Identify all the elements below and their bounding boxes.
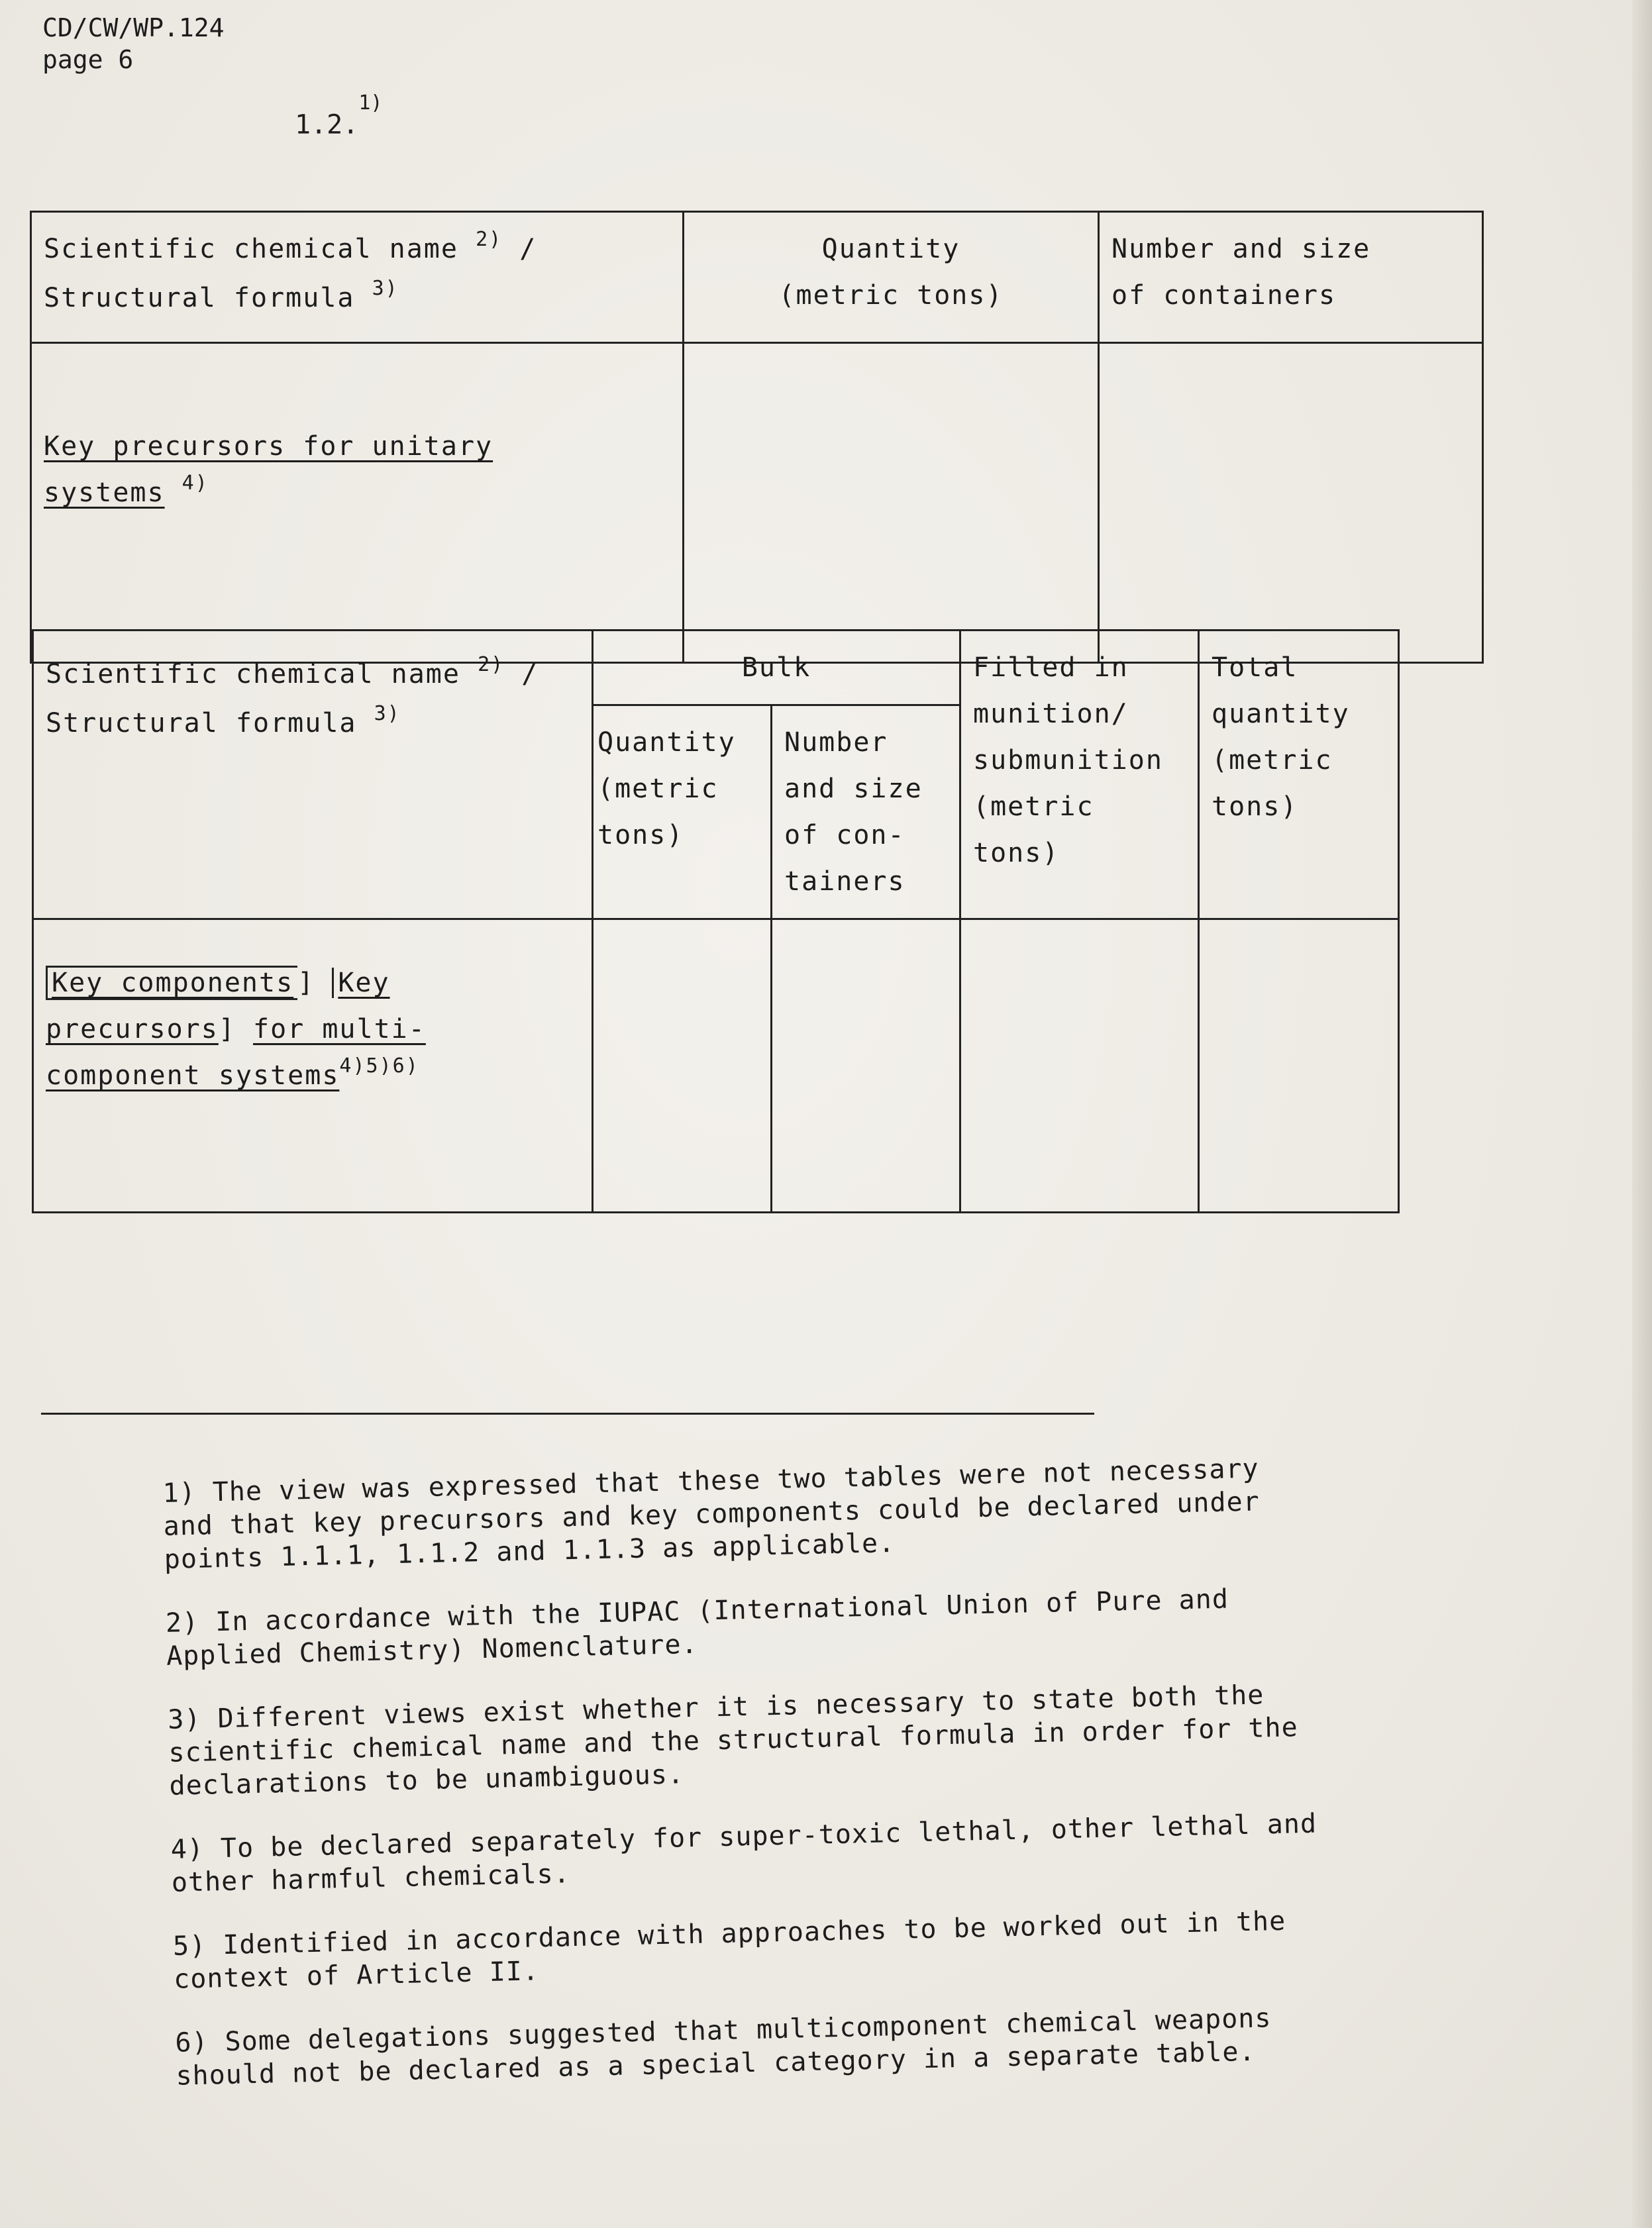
slash: / [521, 659, 539, 689]
bracket: ] [297, 968, 315, 998]
unitary-precursors-table [30, 211, 1484, 664]
header-text: Scientific chemical name [44, 234, 458, 264]
header-text: Number and size [1111, 234, 1371, 264]
footnote-ref: 4)5)6) [339, 1054, 419, 1078]
cell-bulk-quantity [593, 919, 772, 1213]
header-text: tons) [1212, 791, 1298, 822]
header-text: munition/ [973, 699, 1129, 729]
row-label [33, 919, 593, 1213]
page-number: page 6 [42, 45, 134, 74]
header-text: tons) [597, 820, 684, 850]
document-reference: CD/CW/WP.124 [42, 13, 225, 42]
header-text: Filled in [973, 652, 1129, 683]
footnote-ref: 2) [476, 228, 503, 251]
footnote-ref: 3) [374, 702, 401, 725]
header-text: (metric [597, 774, 719, 804]
row-label-part: Key components [46, 966, 297, 1000]
header-filled-in-munition [960, 631, 1199, 919]
header-text: Number [784, 727, 888, 758]
cell-filled-in-munition [960, 919, 1199, 1213]
bracket: ] [218, 1014, 236, 1044]
header-text: Structural formula [46, 708, 357, 738]
header-text: (metric tons) [778, 280, 1004, 311]
cell-bulk-containers [772, 919, 960, 1213]
footnote-3: 3) Different views exist whether it is necessary to state both the scientific chemical name and the structural formula in order for the declarations to be unambiguous. [167, 1680, 1299, 1801]
header-text: submunition [973, 745, 1163, 776]
table-header-row [33, 631, 1399, 705]
row-label-part: precursors [46, 1014, 219, 1044]
header-containers [1099, 212, 1483, 343]
row-label-line: systems [44, 478, 165, 508]
multicomponent-table [32, 629, 1400, 1213]
header-text: tons) [973, 838, 1060, 868]
header-text: of containers [1111, 280, 1337, 311]
header-chemical-name [33, 631, 593, 919]
footnote-4: 4) To be declared separately for super-toxic lethal, other lethal and other harmful chemicals. [170, 1808, 1317, 1898]
header-text: (metric [973, 791, 1094, 822]
header-text: and size [784, 774, 923, 804]
row-label-part: for multi- [253, 1014, 426, 1044]
footnote-5: 5) Identified in accordance with approaches to be worked out in the context of Article II. [172, 1905, 1286, 1995]
cell-total-quantity [1199, 919, 1399, 1213]
table-row [33, 919, 1399, 1213]
page-edge-shadow [1632, 0, 1652, 2228]
header-text: of con- [784, 820, 905, 850]
footnote-1: 1) The view was expressed that these two tables were not necessary and that key precursors and key components could be declared under points 1.1.1, 1.1.2 and 1.1.3 as applicable. [162, 1453, 1261, 1575]
header-text: Quantity [821, 234, 960, 264]
header-bulk-quantity [593, 705, 772, 919]
header-bulk-containers [772, 705, 960, 919]
table-header-row [31, 212, 1483, 343]
footnote-6: 6) Some delegations suggested that multicomponent chemical weapons should not be declared as a special category in a separate table. [174, 2003, 1272, 2092]
header-quantity [684, 212, 1099, 343]
header-chemical-name [31, 212, 684, 343]
header-text: (metric [1212, 745, 1333, 776]
header-text: tainers [784, 866, 905, 897]
footnote-ref: 2) [478, 653, 505, 676]
section-footnote-ref: 1) [358, 91, 383, 115]
cell-containers [1099, 343, 1483, 663]
header-text: quantity [1212, 699, 1350, 729]
slash: / [519, 234, 537, 264]
section-number [295, 91, 383, 140]
footnote-2: 2) In accordance with the IUPAC (International Union of Pure and Applied Chemistry) Nomenclature. [165, 1584, 1229, 1672]
header-text: Quantity [597, 727, 736, 758]
table-row [31, 343, 1483, 663]
section-number-text: 1.2. [295, 109, 359, 140]
row-label [31, 343, 684, 663]
header-text: Scientific chemical name [46, 659, 460, 689]
footnotes [162, 1447, 1502, 2123]
footnote-ref: 3) [372, 277, 399, 300]
header-text: Total [1212, 652, 1298, 683]
row-label-part: component systems [46, 1060, 340, 1091]
row-label-part: Key [332, 968, 389, 998]
footnote-ref: 4) [181, 472, 209, 495]
footnote-divider [41, 1413, 1094, 1415]
row-label-line: Key precursors for unitary [44, 431, 493, 462]
header-text: Structural formula [44, 283, 355, 313]
header-bulk: Bulk [593, 631, 960, 705]
header-total-quantity [1199, 631, 1399, 919]
cell-quantity [684, 343, 1099, 663]
